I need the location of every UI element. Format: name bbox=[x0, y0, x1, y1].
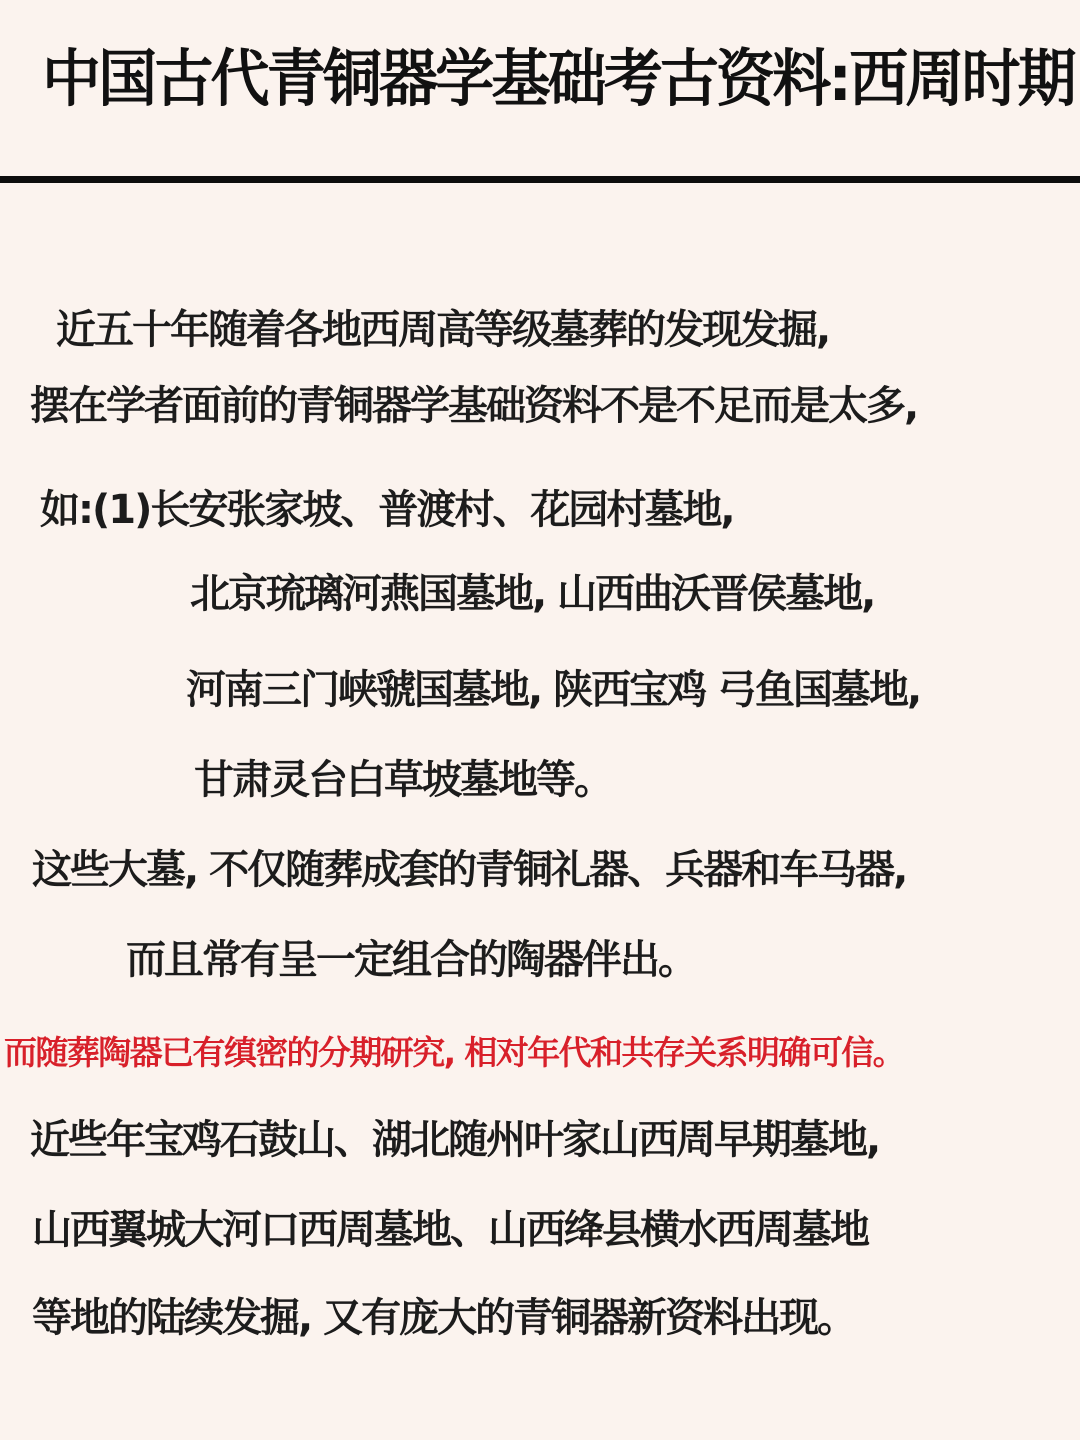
body-line-10: 近些年宝鸡石鼓山、湖北随州叶家山西周早期墓地, bbox=[30, 1117, 880, 1163]
title-divider bbox=[0, 176, 1080, 183]
body-line-3: 如:(1)长安张家坡、普渡村、花园村墓地, bbox=[40, 487, 734, 533]
body-line-8: 而且常有呈一定组合的陶器伴出。 bbox=[126, 937, 696, 983]
body-line-2: 摆在学者面前的青铜器学基础资料不是不足而是太多, bbox=[30, 383, 918, 429]
body-line-7: 这些大墓, 不仅随葬成套的青铜礼器、兵器和车马器, bbox=[32, 847, 907, 893]
body-line-4: 北京琉璃河燕国墓地, 山西曲沃晋侯墓地, bbox=[190, 571, 875, 617]
body-line-12: 等地的陆续发掘, 又有庞大的青铜器新资料出现。 bbox=[32, 1295, 856, 1341]
body-line-11: 山西翼城大河口西周墓地、山西绛县横水西周墓地 bbox=[32, 1207, 868, 1253]
highlight-line: 而随葬陶器已有缜密的分期研究, 相对年代和共存关系明确可信。 bbox=[4, 1033, 905, 1072]
body-line-6: 甘肃灵台白草坡墓地等。 bbox=[194, 757, 612, 803]
body-line-1: 近五十年随着各地西周高等级墓葬的发现发掘, bbox=[56, 307, 830, 353]
page-title: 中国古代青铜器学基础考古资料:西周时期 bbox=[42, 42, 1074, 115]
body-line-5: 河南三门峡虢国墓地, 陕西宝鸡 弓鱼国墓地, bbox=[186, 667, 921, 713]
